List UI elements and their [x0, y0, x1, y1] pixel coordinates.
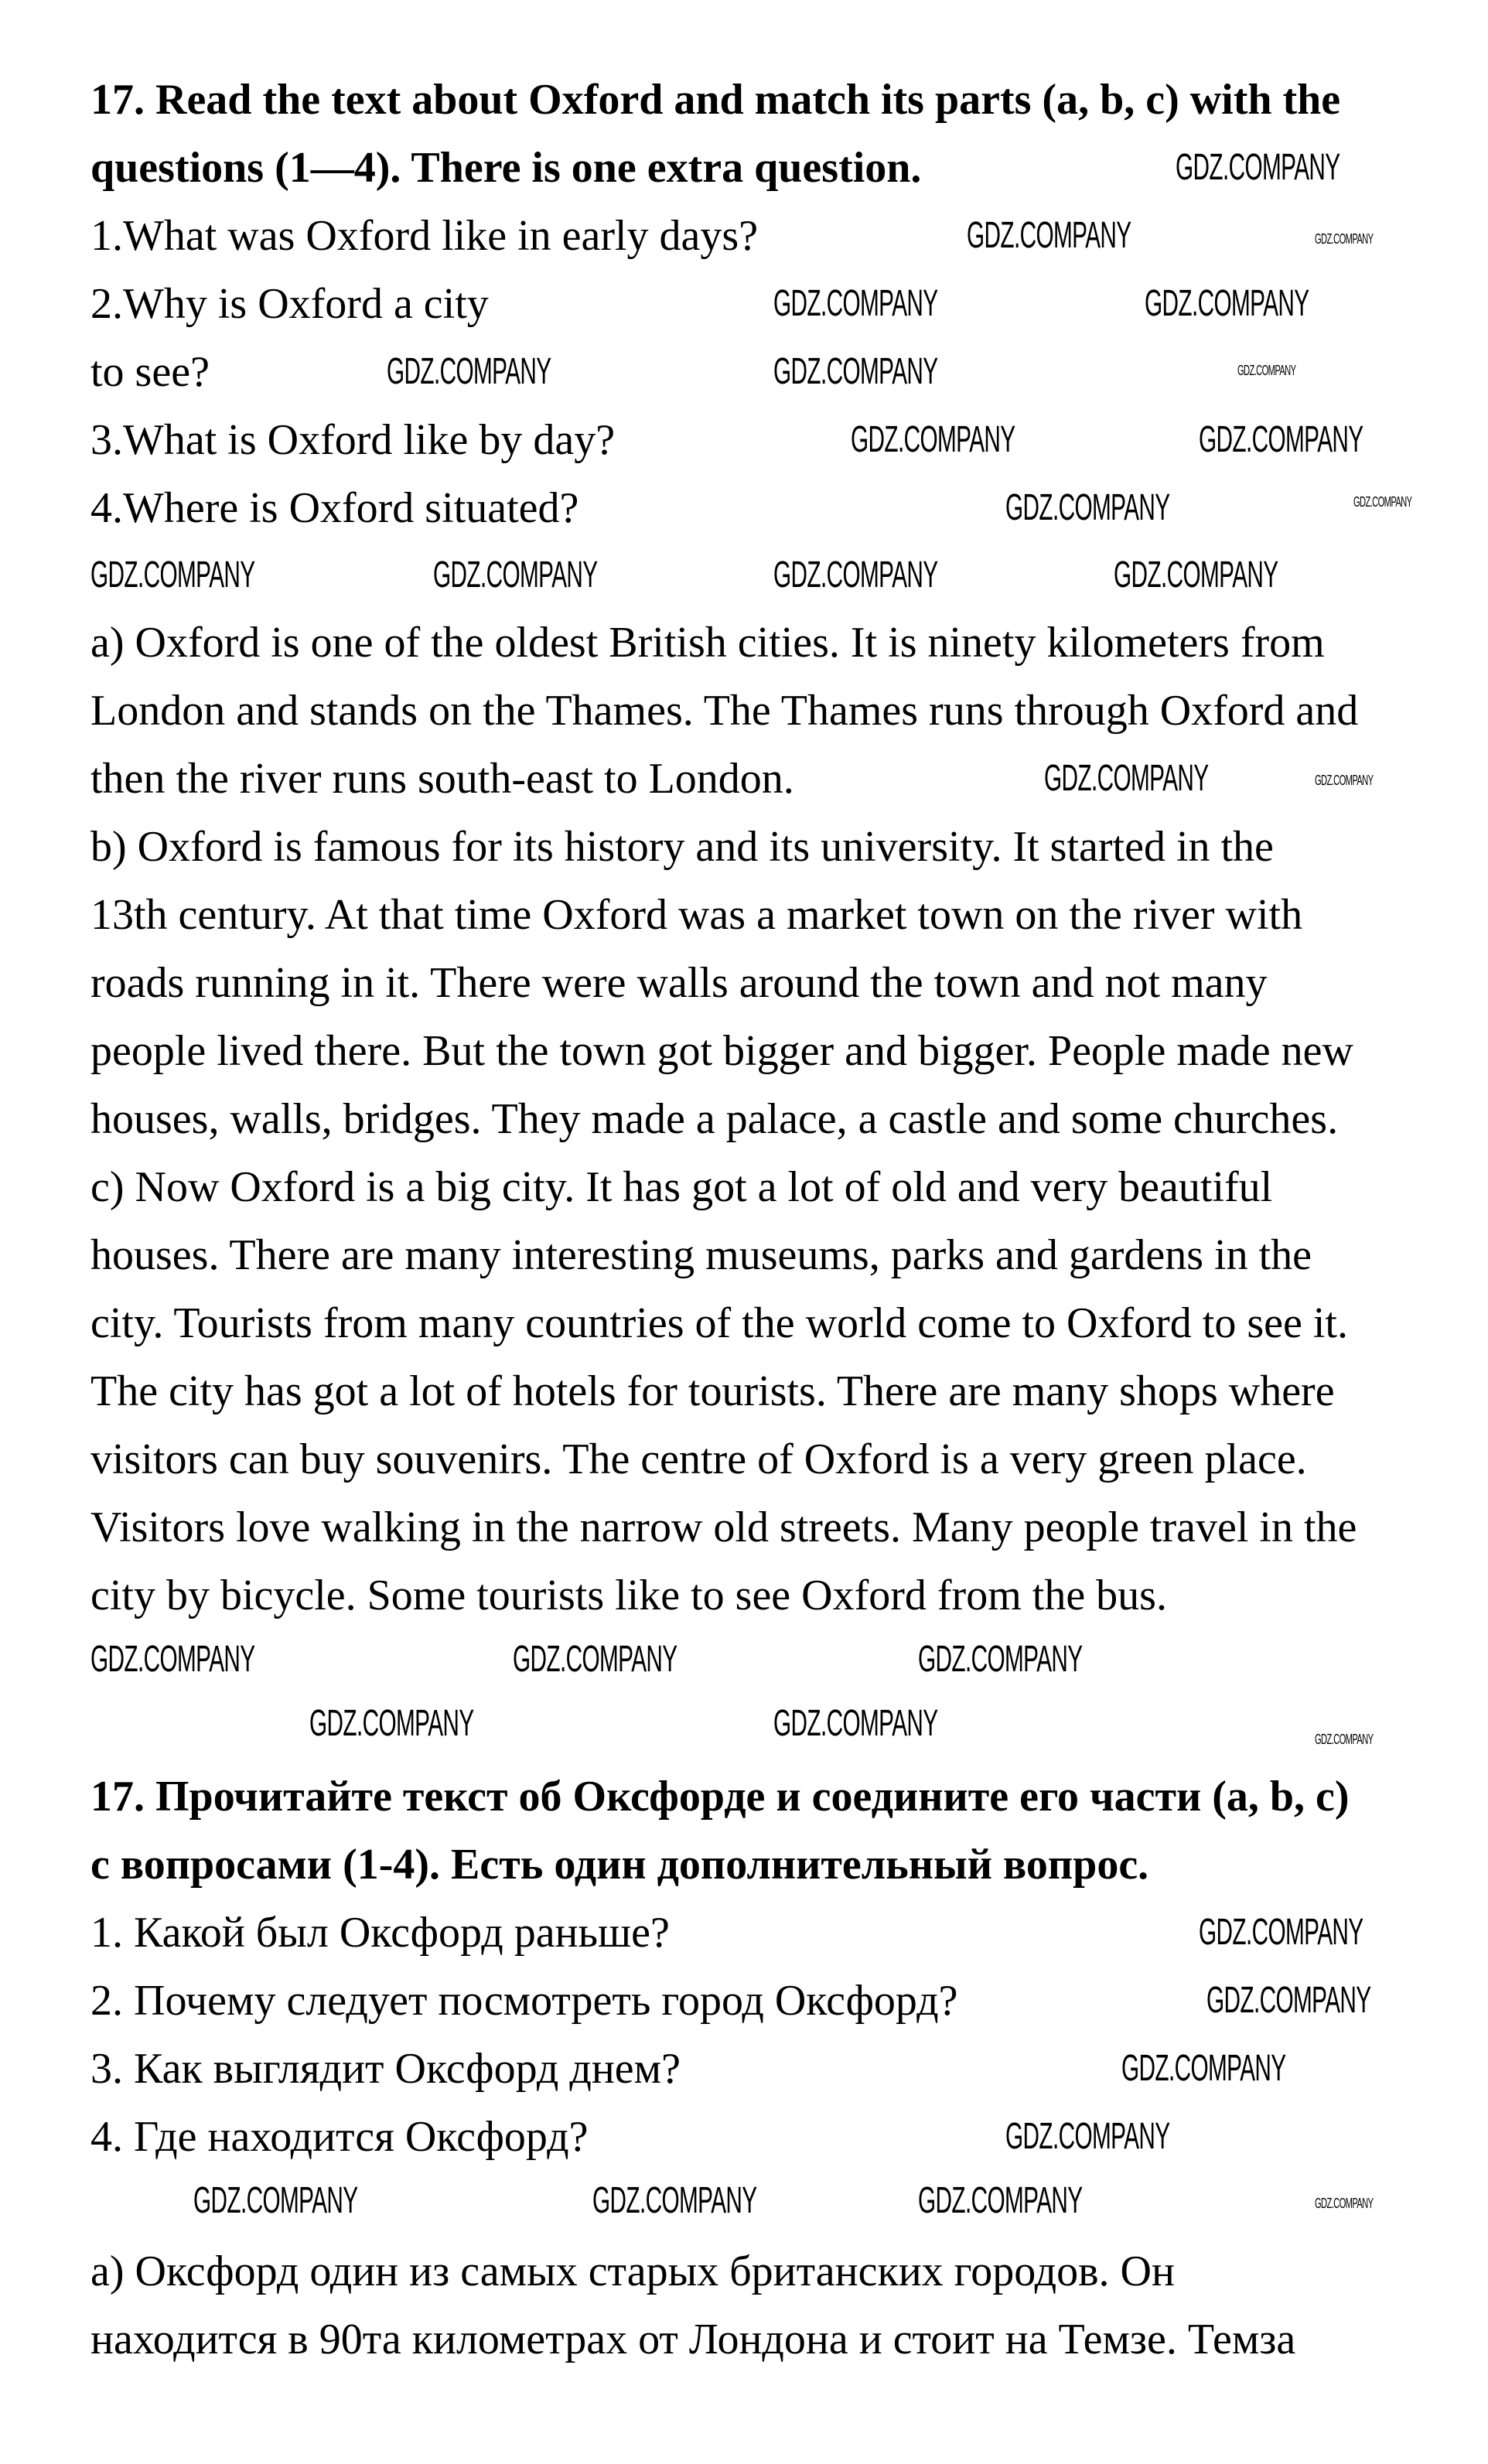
text-line: visitors can buy souvenirs. The centre of Oxford is a very green place. [90, 1435, 1307, 1483]
watermark: GDZ.COMPANY [433, 555, 598, 596]
watermark: GDZ.COMPANY [513, 1639, 677, 1680]
watermark: GDZ.COMPANY [918, 2180, 1083, 2221]
question: 4.Where is Oxford situated? [90, 484, 579, 532]
watermark: GDZ.COMPANY [773, 1703, 938, 1744]
watermark: GDZ.COMPANY [1114, 555, 1278, 596]
exercise-heading: questions (1—4). There is one extra question. [90, 144, 922, 192]
watermark: GDZ.COMPANY [773, 555, 938, 596]
watermark: GDZ.COMPANY [967, 215, 1131, 256]
watermark: GDZ.COMPANY [1315, 773, 1374, 788]
exercise-heading: 17. Прочитайте текст об Оксфорде и соедините его части (a, b, c) [90, 1773, 1350, 1821]
watermark: GDZ.COMPANY [1121, 2048, 1286, 2089]
watermark: GDZ.COMPANY [90, 555, 255, 596]
watermark: GDZ.COMPANY [1005, 487, 1170, 528]
text-line: а) Оксфорд один из самых старых британских городов. Он [90, 2247, 1175, 2295]
watermark: GDZ.COMPANY [918, 1639, 1083, 1680]
watermark: GDZ.COMPANY [387, 351, 551, 392]
exercise-heading: с вопросами (1-4). Есть один дополнительный вопрос. [90, 1841, 1149, 1889]
text-line: houses. There are many interesting museums, parks and gardens in the [90, 1231, 1312, 1279]
text-line: The city has got a lot of hotels for tourists. There are many shops where [90, 1367, 1335, 1415]
text-line: city. Tourists from many countries of the world come to Oxford to see it. [90, 1299, 1348, 1347]
watermark: GDZ.COMPANY [90, 1639, 255, 1680]
question: 1.What was Oxford like in early days? [90, 212, 759, 260]
text-line: city by bicycle. Some tourists like to see Oxford from the bus. [90, 1572, 1167, 1619]
watermark: GDZ.COMPANY [1315, 1732, 1374, 1747]
watermark: GDZ.COMPANY [1315, 2196, 1374, 2211]
text-line: people lived there. But the town got bigger and bigger. People made new [90, 1027, 1353, 1075]
text-line: houses, walls, bridges. They made a palace, a castle and some churches. [90, 1095, 1339, 1143]
watermark: GDZ.COMPANY [1199, 1912, 1363, 1953]
exercise-heading: 17. Read the text about Oxford and match its parts (a, b, c) with the [90, 76, 1341, 124]
text-line: c) Now Oxford is a big city. It has got a lot of old and very beautiful [90, 1163, 1273, 1211]
question: 2.Why is Oxford a city [90, 280, 489, 328]
question: 2. Почему следует посмотреть город Оксфорд? [90, 1977, 958, 2025]
watermark: GDZ.COMPANY [1005, 2116, 1170, 2157]
watermark: GDZ.COMPANY [1176, 147, 1340, 188]
text-line: 13th century. At that time Oxford was a market town on the river with [90, 891, 1303, 939]
text-line: then the river runs south-east to London. [90, 755, 794, 803]
watermark: GDZ.COMPANY [1315, 231, 1374, 247]
watermark: GDZ.COMPANY [773, 283, 938, 324]
watermark: GDZ.COMPANY [1353, 494, 1412, 510]
text-line: roads running in it. There were walls around the town and not many [90, 959, 1268, 1007]
watermark: GDZ.COMPANY [309, 1703, 474, 1744]
text-line: a) Oxford is one of the oldest British cities. It is ninety kilometers from [90, 619, 1325, 667]
question: to see? [90, 348, 210, 396]
watermark: GDZ.COMPANY [1145, 283, 1309, 324]
text-line: находится в 90та километрах от Лондона и стоит на Темзе. Темза [90, 2316, 1296, 2363]
watermark: GDZ.COMPANY [193, 2180, 358, 2221]
watermark: GDZ.COMPANY [773, 351, 938, 392]
text-line: London and stands on the Thames. The Thames runs through Oxford and [90, 687, 1359, 735]
watermark: GDZ.COMPANY [1044, 758, 1209, 799]
text-line: b) Oxford is famous for its history and its university. It started in the [90, 823, 1274, 871]
question: 4. Где находится Оксфорд? [90, 2113, 589, 2161]
question: 3. Как выглядит Оксфорд днем? [90, 2045, 681, 2093]
question: 3.What is Oxford like by day? [90, 416, 616, 464]
question: 1. Какой был Оксфорд раньше? [90, 1909, 670, 1957]
watermark: GDZ.COMPANY [1237, 363, 1296, 378]
watermark: GDZ.COMPANY [592, 2180, 757, 2221]
text-line: Visitors love walking in the narrow old streets. Many people travel in the [90, 1503, 1357, 1551]
watermark: GDZ.COMPANY [1199, 419, 1363, 460]
watermark: GDZ.COMPANY [1206, 1980, 1371, 2021]
watermark: GDZ.COMPANY [851, 419, 1015, 460]
